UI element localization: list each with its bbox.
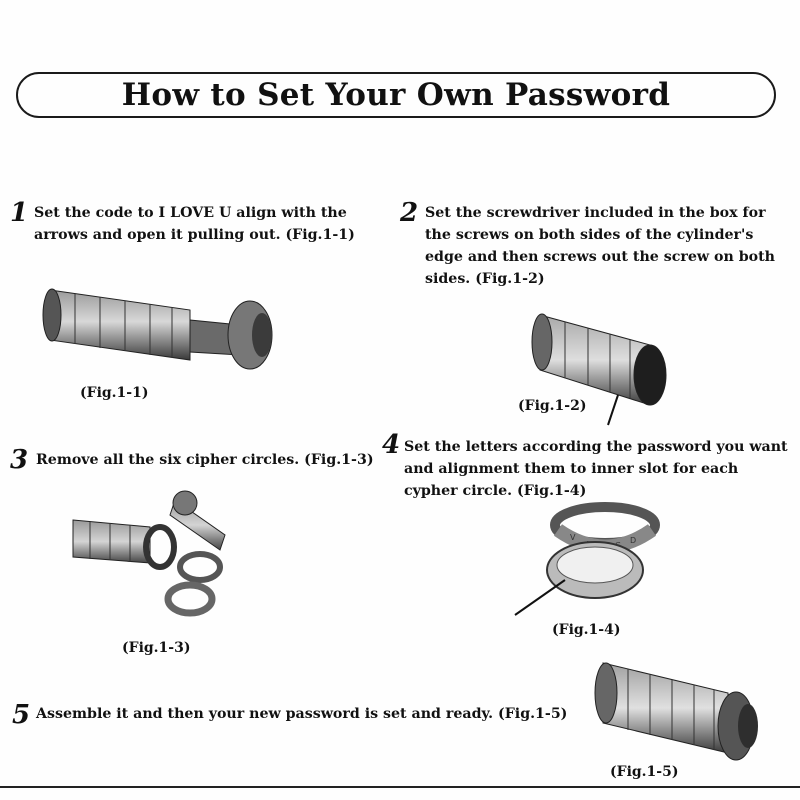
svg-text:D: D bbox=[630, 536, 637, 545]
cipher-rings-removed-photo bbox=[65, 485, 245, 620]
fig-1-4-caption: (Fig.1-4) bbox=[552, 622, 621, 638]
step-1-number: 1 bbox=[10, 198, 29, 228]
step-5-number: 5 bbox=[12, 700, 31, 730]
page-title: How to Set Your Own Password bbox=[121, 77, 671, 113]
opened-cryptex-photo bbox=[40, 270, 280, 385]
step-4-number: 4 bbox=[382, 430, 401, 460]
title-banner bbox=[16, 72, 776, 118]
fig-1-3-caption: (Fig.1-3) bbox=[122, 640, 191, 656]
step-1-text: Set the code to I LOVE U align with the arrows and open it pulling out. (Fig.1-1) bbox=[34, 205, 355, 243]
assembled-cryptex-photo bbox=[588, 648, 768, 763]
step-3-text: Remove all the six cipher circles. (Fig.1-3) bbox=[36, 452, 374, 468]
fig-1-5-caption: (Fig.1-5) bbox=[610, 764, 679, 780]
step-2-text: Set the screwdriver included in the box for the screws on both sides of the cylinder's edge and then screws out the screw on both sides. (Fig.1-2) bbox=[425, 205, 775, 287]
step-2-number: 2 bbox=[400, 198, 419, 228]
svg-text:V: V bbox=[570, 533, 576, 542]
cipher-ring-alignment-photo bbox=[510, 485, 670, 615]
fig-1-1-caption: (Fig.1-1) bbox=[80, 385, 149, 401]
bottom-divider bbox=[0, 786, 800, 788]
step-4-text: Set the letters according the password you want and alignment them to inner slot for each cypher circle. (Fig.1-4) bbox=[404, 439, 788, 499]
step-5-text: Assemble it and then your new password is set and ready. (Fig.1-5) bbox=[36, 706, 568, 722]
fig-1-2-caption: (Fig.1-2) bbox=[518, 398, 587, 414]
step-3-number: 3 bbox=[10, 445, 29, 475]
